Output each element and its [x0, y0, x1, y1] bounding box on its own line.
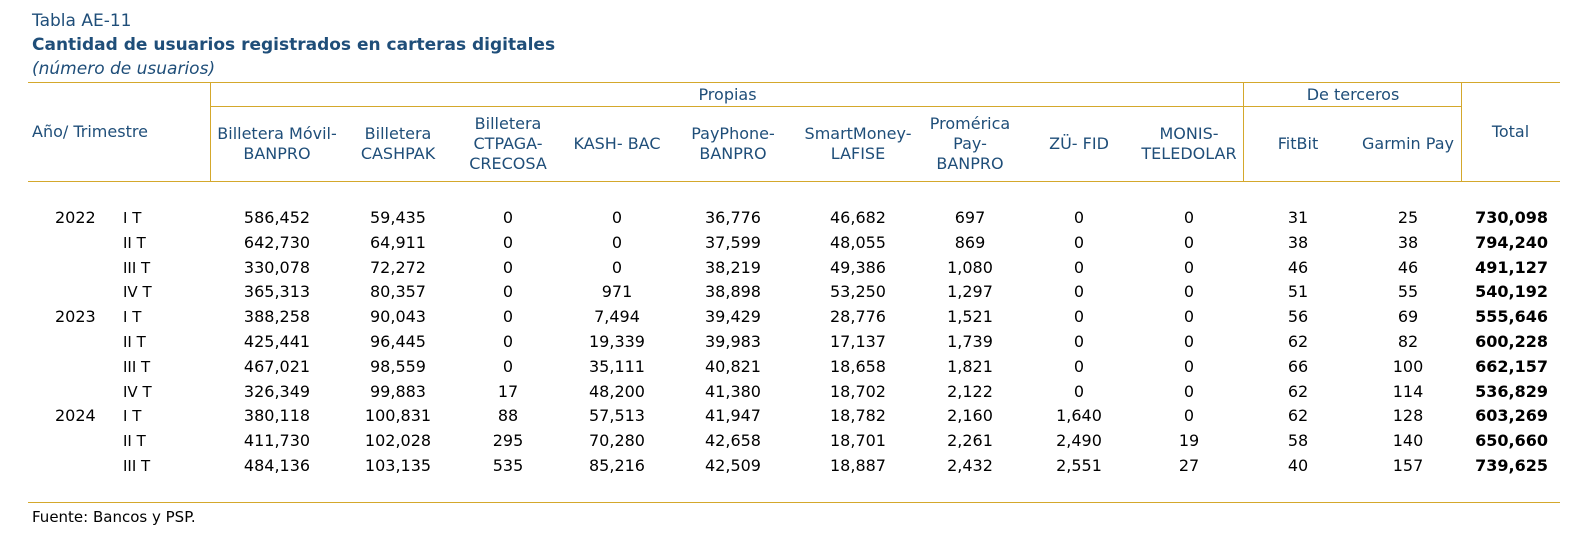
row-cell: 0 — [611, 257, 623, 277]
row-cell: 2,160 — [947, 406, 993, 426]
header-col-10: Garmin Pay — [1362, 134, 1454, 153]
row-cell: 37,599 — [705, 232, 761, 252]
row-cell: 46 — [1397, 257, 1419, 277]
row-cell: 28,776 — [830, 307, 886, 327]
row-cell: 19,339 — [589, 332, 645, 351]
row-cell: 0 — [502, 282, 514, 302]
row-cell: 39,983 — [705, 332, 761, 351]
row-cell: 31 — [1287, 208, 1309, 227]
row-total: 650,660 — [1475, 431, 1548, 451]
row-cell: 46,682 — [830, 208, 886, 227]
row-cell: 971 — [601, 282, 633, 302]
row-cell: 0 — [1073, 356, 1085, 376]
row-cell: 535 — [492, 456, 524, 475]
header-col-8: MONIS- TELEDOLAR — [1141, 124, 1237, 163]
row-total: 536,829 — [1475, 381, 1548, 401]
row-cell: 62 — [1287, 332, 1309, 351]
row-total: 555,646 — [1475, 307, 1548, 327]
row-quarter: IV T — [123, 283, 152, 302]
row-cell: 1,297 — [947, 282, 993, 302]
row-cell: 380,118 — [243, 406, 311, 426]
row-cell: 64,911 — [370, 232, 426, 252]
row-cell: 55 — [1397, 282, 1419, 302]
row-cell: 90,043 — [370, 307, 426, 327]
row-cell: 53,250 — [830, 282, 886, 302]
row-year: 2022 — [55, 208, 96, 227]
header-col-9: FitBit — [1277, 134, 1319, 153]
row-cell: 100 — [1392, 356, 1424, 376]
row-cell: 40 — [1287, 456, 1309, 475]
row-cell: 41,380 — [705, 381, 761, 401]
header-col-5: SmartMoney- LAFISE — [804, 124, 912, 163]
row-total: 491,127 — [1475, 257, 1548, 277]
row-cell: 72,272 — [370, 257, 426, 277]
row-cell: 0 — [1183, 282, 1195, 302]
row-cell: 2,490 — [1056, 431, 1102, 451]
row-cell: 0 — [1073, 307, 1085, 327]
row-cell: 103,135 — [364, 456, 432, 475]
row-quarter: II T — [123, 333, 146, 351]
row-cell: 51 — [1287, 282, 1309, 302]
row-cell: 18,701 — [830, 431, 886, 451]
row-cell: 19 — [1178, 431, 1200, 451]
row-cell: 2,432 — [947, 456, 993, 475]
header-col-4: PayPhone- BANPRO — [691, 124, 775, 163]
source-note: Fuente: Bancos y PSP. — [32, 508, 196, 526]
header-col-0: Billetera Móvil- BANPRO — [217, 124, 337, 163]
row-cell: 39,429 — [705, 307, 761, 327]
header-col-6: Promérica Pay- BANPRO — [929, 114, 1011, 173]
row-cell: 0 — [1073, 232, 1085, 252]
row-quarter: III T — [123, 357, 151, 376]
row-quarter: IV T — [123, 382, 152, 401]
row-cell: 18,658 — [830, 356, 886, 376]
row-cell: 484,136 — [243, 456, 311, 475]
row-cell: 0 — [1073, 381, 1085, 401]
row-cell: 0 — [502, 332, 514, 351]
row-quarter: III T — [123, 457, 151, 475]
row-cell: 0 — [611, 232, 623, 252]
row-cell: 38 — [1397, 232, 1419, 252]
table-bottom-rule — [28, 502, 1560, 503]
row-cell: 0 — [1073, 208, 1085, 227]
row-cell: 7,494 — [594, 307, 640, 327]
row-total: 600,228 — [1475, 332, 1548, 351]
row-cell: 25 — [1397, 208, 1419, 227]
header-year-quarter: Año/ Trimestre — [32, 122, 148, 141]
row-quarter: II T — [123, 233, 146, 252]
row-total: 603,269 — [1475, 406, 1548, 426]
row-cell: 388,258 — [243, 307, 311, 327]
row-cell: 411,730 — [243, 431, 311, 451]
row-cell: 2,122 — [947, 381, 993, 401]
row-cell: 58 — [1287, 431, 1309, 451]
row-cell: 42,658 — [705, 431, 761, 451]
row-cell: 0 — [1183, 257, 1195, 277]
row-cell: 99,883 — [370, 381, 426, 401]
row-cell: 295 — [492, 431, 524, 451]
row-cell: 36,776 — [705, 208, 761, 227]
row-cell: 0 — [1183, 356, 1195, 376]
table-title: Cantidad de usuarios registrados en carteras digitales — [32, 35, 556, 55]
row-cell: 140 — [1392, 431, 1424, 451]
row-cell: 82 — [1397, 332, 1419, 351]
row-quarter: I T — [123, 209, 142, 227]
header-total: Total — [1491, 122, 1530, 141]
row-cell: 0 — [1073, 282, 1085, 302]
row-cell: 697 — [954, 208, 986, 227]
row-total: 662,157 — [1475, 356, 1548, 376]
row-cell: 0 — [1183, 232, 1195, 252]
row-cell: 100,831 — [364, 406, 432, 426]
row-total: 739,625 — [1475, 456, 1548, 475]
row-cell: 42,509 — [705, 456, 761, 475]
row-cell: 102,028 — [364, 431, 432, 451]
row-cell: 17 — [497, 381, 519, 401]
row-year: 2024 — [55, 406, 96, 426]
row-cell: 0 — [1073, 257, 1085, 277]
row-cell: 0 — [502, 356, 514, 376]
row-cell: 18,782 — [830, 406, 886, 426]
row-cell: 88 — [497, 406, 519, 426]
row-cell: 0 — [502, 307, 514, 327]
row-quarter: II T — [123, 432, 146, 451]
header-col-2: Billetera CTPAGA- CRECOSA — [469, 114, 547, 173]
table-top-rule — [28, 82, 1560, 83]
row-cell: 365,313 — [243, 282, 311, 302]
row-cell: 62 — [1287, 406, 1309, 426]
row-cell: 0 — [1183, 208, 1195, 227]
row-cell: 2,551 — [1056, 456, 1102, 475]
row-cell: 41,947 — [705, 406, 761, 426]
row-cell: 326,349 — [243, 381, 311, 401]
row-cell: 59,435 — [370, 208, 426, 227]
row-cell: 18,702 — [830, 381, 886, 401]
row-cell: 128 — [1392, 406, 1424, 426]
row-cell: 85,216 — [589, 456, 645, 475]
row-quarter: I T — [123, 308, 142, 327]
row-cell: 38,219 — [705, 257, 761, 277]
row-cell: 80,357 — [370, 282, 426, 302]
row-cell: 49,386 — [830, 257, 886, 277]
row-cell: 0 — [1183, 332, 1195, 351]
row-cell: 157 — [1392, 456, 1424, 475]
row-cell: 17,137 — [830, 332, 886, 351]
header-col-3: KASH- BAC — [573, 134, 661, 153]
row-cell: 1,080 — [947, 257, 993, 277]
header-col-7: ZÜ- FID — [1049, 134, 1109, 153]
table-label: Tabla AE-11 — [32, 11, 132, 31]
row-cell: 330,078 — [243, 257, 311, 277]
row-total: 540,192 — [1475, 282, 1548, 302]
row-cell: 642,730 — [243, 232, 311, 252]
row-cell: 48,055 — [830, 232, 886, 252]
table-header-rule — [28, 181, 1560, 182]
row-quarter: III T — [123, 258, 151, 277]
row-cell: 66 — [1287, 356, 1309, 376]
row-cell: 62 — [1287, 381, 1309, 401]
row-cell: 38,898 — [705, 282, 761, 302]
row-cell: 98,559 — [370, 356, 426, 376]
row-cell: 0 — [1073, 332, 1085, 351]
row-quarter: I T — [123, 407, 142, 426]
row-year: 2023 — [55, 307, 96, 327]
row-cell: 46 — [1287, 257, 1309, 277]
row-cell: 48,200 — [589, 381, 645, 401]
row-cell: 57,513 — [589, 406, 645, 426]
row-cell: 0 — [1183, 307, 1195, 327]
row-total: 730,098 — [1475, 208, 1548, 227]
row-cell: 40,821 — [705, 356, 761, 376]
table-subtitle: (número de usuarios) — [32, 59, 216, 79]
header-group-third: De terceros — [1306, 85, 1400, 104]
header-col-1: Billetera CASHPAK — [360, 124, 436, 163]
row-cell: 0 — [502, 208, 514, 227]
row-cell: 2,261 — [947, 431, 993, 451]
row-cell: 0 — [611, 208, 623, 227]
row-cell: 114 — [1392, 381, 1424, 401]
row-cell: 38 — [1287, 232, 1309, 252]
row-cell: 0 — [502, 257, 514, 277]
row-cell: 56 — [1287, 307, 1309, 327]
row-cell: 35,111 — [589, 356, 645, 376]
row-cell: 1,521 — [947, 307, 993, 327]
row-total: 794,240 — [1475, 232, 1548, 252]
row-cell: 1,821 — [947, 356, 993, 376]
row-cell: 869 — [954, 232, 986, 252]
row-cell: 0 — [1183, 381, 1195, 401]
row-cell: 0 — [502, 232, 514, 252]
row-cell: 0 — [1183, 406, 1195, 426]
header-group-own: Propias — [698, 85, 757, 104]
row-cell: 1,739 — [947, 332, 993, 351]
row-cell: 586,452 — [243, 208, 311, 227]
group-underline — [210, 106, 1462, 107]
row-cell: 70,280 — [589, 431, 645, 451]
row-cell: 425,441 — [243, 332, 311, 351]
row-cell: 27 — [1178, 456, 1200, 475]
row-cell: 467,021 — [243, 356, 311, 376]
row-cell: 1,640 — [1056, 406, 1102, 426]
row-cell: 96,445 — [370, 332, 426, 351]
row-cell: 18,887 — [830, 456, 886, 475]
row-cell: 69 — [1397, 307, 1419, 327]
